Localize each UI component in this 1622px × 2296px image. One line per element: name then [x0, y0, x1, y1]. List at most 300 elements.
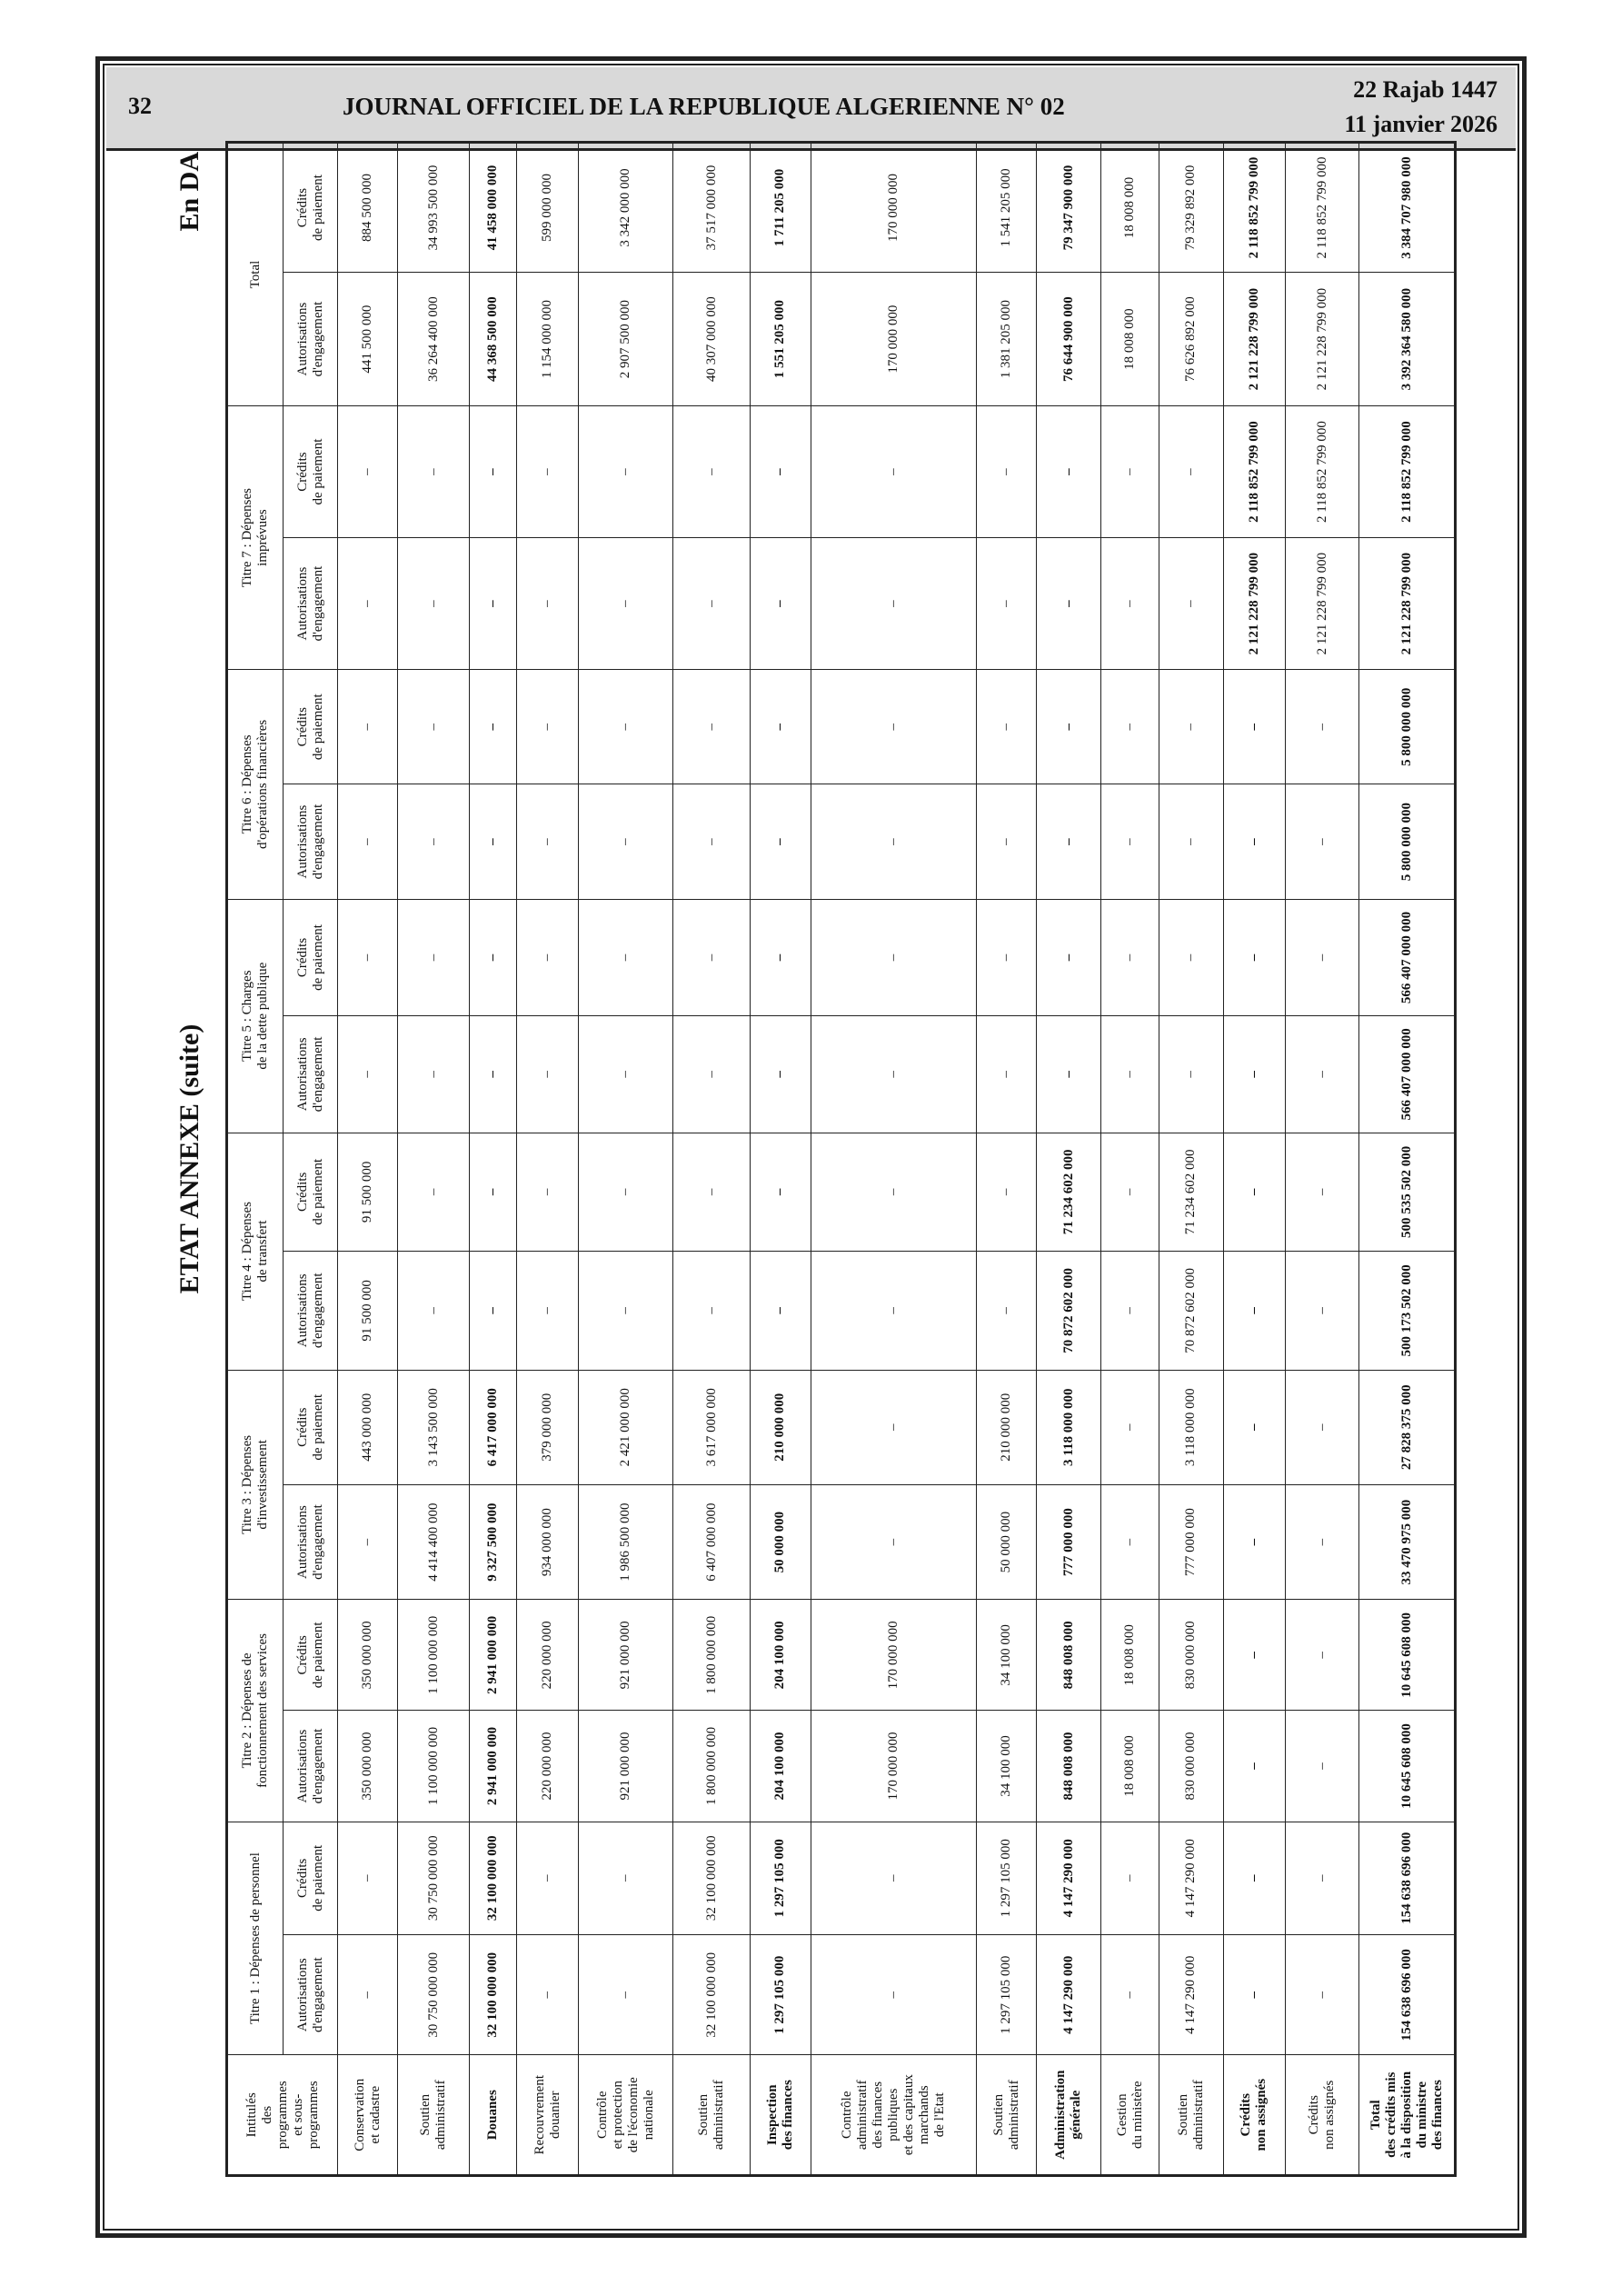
sub-header-cp: Crédits de paiement [284, 406, 338, 538]
value-cell: – [398, 1252, 470, 1370]
value-cell: – [1223, 899, 1285, 1015]
value-cell: – [579, 406, 673, 538]
value-cell: – [811, 1016, 977, 1133]
row-label: Crédits non assignés [1223, 2055, 1285, 2176]
value-cell: – [751, 1133, 811, 1251]
value-cell: 1 297 105 000 [751, 1934, 811, 2055]
value-cell: 91 500 000 [338, 1252, 398, 1370]
sub-header-ae: Autorisations d'engagement [284, 784, 338, 899]
value-cell: – [811, 1133, 977, 1251]
value-cell: 170 000 000 [811, 1600, 977, 1711]
value-cell: 2 121 228 799 000 [1223, 538, 1285, 670]
value-cell: – [1223, 1133, 1285, 1251]
value-cell: – [338, 784, 398, 899]
value-cell: 79 329 892 000 [1159, 143, 1224, 273]
value-cell: – [579, 670, 673, 784]
value-cell: – [470, 1133, 517, 1251]
value-cell: – [1286, 899, 1359, 1015]
row-label: Inspection des finances [751, 2055, 811, 2176]
value-cell: 4 147 290 000 [1037, 1934, 1101, 2055]
value-cell: – [470, 670, 517, 784]
value-cell: – [977, 538, 1037, 670]
value-cell: 18 008 000 [1100, 1600, 1159, 1711]
value-cell: 30 750 000 000 [398, 1934, 470, 2055]
row-label: Soutien administratif [1159, 2055, 1224, 2176]
sub-header-cp: Crédits de paiement [284, 143, 338, 273]
value-cell: 70 872 602 000 [1037, 1252, 1101, 1370]
table-row [1159, 143, 1224, 2176]
value-cell: 6 417 000 000 [470, 1370, 517, 1484]
sub-header-ae: Autorisations d'engagement [284, 1934, 338, 2055]
row-header-cell: Intitulés des programmes et sous- programmes [227, 2055, 338, 2176]
value-cell: – [811, 406, 977, 538]
value-cell: 18 008 000 [1100, 1711, 1159, 1822]
value-cell: – [1037, 1016, 1101, 1133]
value-cell: 379 000 000 [517, 1370, 579, 1484]
value-cell: 3 143 500 000 [398, 1370, 470, 1484]
sub-header-ae: Autorisations d'engagement [284, 1016, 338, 1133]
date-hijri: 22 Rajab 1447 [1353, 76, 1498, 103]
annexe-body [338, 143, 1456, 2176]
value-cell: 777 000 000 [1037, 1484, 1101, 1599]
value-cell: – [1100, 1484, 1159, 1599]
journal-header [106, 67, 1516, 151]
row-label: Soutien administratif [673, 2055, 751, 2176]
value-cell: 2 121 228 799 000 [1286, 273, 1359, 406]
sub-header-cp: Crédits de paiement [284, 899, 338, 1015]
value-cell: – [811, 538, 977, 670]
value-cell: – [517, 784, 579, 899]
value-cell: – [338, 1934, 398, 2055]
value-cell: – [673, 1133, 751, 1251]
value-cell: – [338, 670, 398, 784]
value-cell: – [751, 406, 811, 538]
value-cell: 3 118 000 000 [1037, 1370, 1101, 1484]
value-cell: – [470, 784, 517, 899]
value-cell: 599 000 000 [517, 143, 579, 273]
value-cell: – [811, 1252, 977, 1370]
value-cell: 2 421 000 000 [579, 1370, 673, 1484]
value-cell: – [811, 1934, 977, 2055]
value-cell: – [1159, 670, 1224, 784]
value-cell: – [579, 899, 673, 1015]
value-cell: – [1100, 538, 1159, 670]
value-cell: 921 000 000 [579, 1600, 673, 1711]
row-label: Conservation et cadastre [338, 2055, 398, 2176]
value-cell: 3 118 000 000 [1159, 1370, 1224, 1484]
value-cell: 70 872 602 000 [1159, 1252, 1224, 1370]
value-cell: 1 800 000 000 [673, 1711, 751, 1822]
date-gregorian: 11 janvier 2026 [1344, 111, 1498, 137]
sub-header-cp: Crédits de paiement [284, 1600, 338, 1711]
value-cell: 830 000 000 [1159, 1711, 1224, 1822]
row-label: Gestion du ministère [1100, 2055, 1159, 2176]
table-row [517, 143, 579, 2176]
value-cell: – [398, 784, 470, 899]
value-cell: – [398, 899, 470, 1015]
sub-header-cp: Crédits de paiement [284, 1822, 338, 1934]
value-cell: 884 500 000 [338, 143, 398, 273]
value-cell: – [977, 784, 1037, 899]
value-cell: 41 458 000 000 [470, 143, 517, 273]
value-cell: 848 008 000 [1037, 1711, 1101, 1822]
group-header-row [227, 143, 284, 2176]
value-cell: 1 154 000 000 [517, 273, 579, 406]
value-cell: – [1286, 784, 1359, 899]
value-cell: 170 000 000 [811, 273, 977, 406]
table-row [1359, 143, 1456, 2176]
value-cell: – [751, 1016, 811, 1133]
group-header: Titre 3 : Dépenses d'investissement [227, 1370, 284, 1600]
value-cell: 2 118 852 799 000 [1359, 406, 1456, 538]
value-cell: 500 535 502 000 [1359, 1133, 1456, 1251]
value-cell: 9 327 500 000 [470, 1484, 517, 1599]
value-cell: 1 711 205 000 [751, 143, 811, 273]
value-cell: 220 000 000 [517, 1711, 579, 1822]
value-cell: – [517, 670, 579, 784]
value-cell: – [579, 1252, 673, 1370]
value-cell: – [673, 899, 751, 1015]
value-cell: – [1159, 899, 1224, 1015]
value-cell: – [579, 1822, 673, 1934]
value-cell: – [1100, 1934, 1159, 2055]
value-cell: – [517, 538, 579, 670]
value-cell: 566 407 000 000 [1359, 899, 1456, 1015]
row-label: Soutien administratif [977, 2055, 1037, 2176]
table-row [673, 143, 751, 2176]
table-row [470, 143, 517, 2176]
table-row [398, 143, 470, 2176]
table-row [338, 143, 398, 2176]
value-cell: – [579, 784, 673, 899]
group-header: Titre 5 : Charges de la dette publique [227, 899, 284, 1133]
value-cell: 30 750 000 000 [398, 1822, 470, 1934]
value-cell: 91 500 000 [338, 1133, 398, 1251]
row-label: Contrôle administratif des finances publiques et des capitaux marchands de l'Etat [811, 2055, 977, 2176]
value-cell: – [1037, 406, 1101, 538]
value-cell: – [579, 1016, 673, 1133]
table-row [1100, 143, 1159, 2176]
sub-header-cp: Crédits de paiement [284, 1133, 338, 1251]
value-cell: 34 100 000 [977, 1600, 1037, 1711]
value-cell: – [398, 406, 470, 538]
value-cell: – [1286, 1934, 1359, 2055]
value-cell: – [1286, 1370, 1359, 1484]
value-cell: 18 008 000 [1100, 273, 1159, 406]
value-cell: 921 000 000 [579, 1711, 673, 1822]
value-cell: – [1286, 1600, 1359, 1711]
value-cell: 934 000 000 [517, 1484, 579, 1599]
group-header: Titre 1 : Dépenses de personnel [227, 1822, 284, 2055]
value-cell: – [1100, 1252, 1159, 1370]
value-cell: – [1100, 1822, 1159, 1934]
value-cell: 204 100 000 [751, 1600, 811, 1711]
value-cell: – [1100, 1133, 1159, 1251]
value-cell: 2 941 000 000 [470, 1711, 517, 1822]
value-cell: – [811, 1822, 977, 1934]
value-cell: – [398, 1133, 470, 1251]
table-row [1223, 143, 1285, 2176]
value-cell: 76 644 900 000 [1037, 273, 1101, 406]
value-cell: 50 000 000 [977, 1484, 1037, 1599]
row-label: Douanes [470, 2055, 517, 2176]
sub-header-ae: Autorisations d'engagement [284, 273, 338, 406]
value-cell: – [751, 670, 811, 784]
value-cell: 4 414 400 000 [398, 1484, 470, 1599]
value-cell: 2 118 852 799 000 [1286, 406, 1359, 538]
value-cell: – [1100, 670, 1159, 784]
value-cell: – [517, 1016, 579, 1133]
annexe-table [225, 141, 1457, 2177]
value-cell: – [1159, 538, 1224, 670]
value-cell: 34 993 500 000 [398, 143, 470, 273]
value-cell: – [1100, 899, 1159, 1015]
value-cell: – [977, 899, 1037, 1015]
value-cell: – [811, 1484, 977, 1599]
value-cell: 848 008 000 [1037, 1600, 1101, 1711]
value-cell: 18 008 000 [1100, 143, 1159, 273]
value-cell: – [470, 538, 517, 670]
value-cell: 4 147 290 000 [1037, 1822, 1101, 1934]
sub-header-ae: Autorisations d'engagement [284, 1711, 338, 1822]
value-cell: – [338, 1822, 398, 1934]
value-cell: – [811, 1370, 977, 1484]
value-cell: 1 297 105 000 [977, 1822, 1037, 1934]
issue-date [1344, 73, 1498, 142]
value-cell: – [977, 1252, 1037, 1370]
value-cell: 2 118 852 799 000 [1286, 143, 1359, 273]
value-cell: – [751, 899, 811, 1015]
value-cell: 3 342 000 000 [579, 143, 673, 273]
value-cell: – [517, 1934, 579, 2055]
annexe-heading: ETAT ANNEXE (suite) [174, 1023, 204, 1294]
value-cell: – [751, 784, 811, 899]
value-cell: – [1223, 1016, 1285, 1133]
group-header: Titre 7 : Dépenses imprévues [227, 406, 284, 670]
value-cell: 1 541 205 000 [977, 143, 1037, 273]
value-cell: 6 407 000 000 [673, 1484, 751, 1599]
value-cell: – [751, 1252, 811, 1370]
value-cell: – [1100, 1370, 1159, 1484]
value-cell: – [977, 1016, 1037, 1133]
value-cell: – [673, 670, 751, 784]
value-cell: – [977, 406, 1037, 538]
value-cell: – [1223, 1484, 1285, 1599]
value-cell: – [1100, 406, 1159, 538]
value-cell: – [673, 406, 751, 538]
value-cell: 4 147 290 000 [1159, 1934, 1224, 2055]
value-cell: 170 000 000 [811, 143, 977, 273]
value-cell: 36 264 400 000 [398, 273, 470, 406]
value-cell: – [811, 899, 977, 1015]
value-cell: – [811, 670, 977, 784]
value-cell: 71 234 602 000 [1159, 1133, 1224, 1251]
value-cell: – [1223, 1252, 1285, 1370]
value-cell: – [1037, 899, 1101, 1015]
value-cell: 500 173 502 000 [1359, 1252, 1456, 1370]
value-cell: 170 000 000 [811, 1711, 977, 1822]
value-cell: – [517, 899, 579, 1015]
value-cell: 4 147 290 000 [1159, 1822, 1224, 1934]
value-cell: – [1100, 784, 1159, 899]
value-cell: – [673, 784, 751, 899]
value-cell: – [1223, 1600, 1285, 1711]
value-cell: – [1286, 1252, 1359, 1370]
value-cell: 350 000 000 [338, 1600, 398, 1711]
value-cell: 33 470 975 000 [1359, 1484, 1456, 1599]
value-cell: 3 392 364 580 000 [1359, 273, 1456, 406]
table-row [977, 143, 1037, 2176]
value-cell: 2 118 852 799 000 [1223, 143, 1285, 273]
value-cell: – [977, 670, 1037, 784]
value-cell: – [1286, 1016, 1359, 1133]
annexe-unit: En DA [174, 152, 204, 232]
table-row [811, 143, 977, 2176]
row-label: Crédits non assignés [1286, 2055, 1359, 2176]
value-cell: 777 000 000 [1159, 1484, 1224, 1599]
value-cell: – [1037, 784, 1101, 899]
value-cell: – [517, 1133, 579, 1251]
value-cell: – [470, 899, 517, 1015]
value-cell: – [1223, 670, 1285, 784]
value-cell: 3 617 000 000 [673, 1370, 751, 1484]
sub-header-row [284, 143, 338, 2176]
rotated-annexe [174, 141, 1465, 2177]
value-cell: – [1223, 1711, 1285, 1822]
value-cell: – [338, 1016, 398, 1133]
value-cell: 3 384 707 980 000 [1359, 143, 1456, 273]
value-cell: – [470, 1252, 517, 1370]
value-cell: 1 381 205 000 [977, 273, 1037, 406]
value-cell: – [811, 784, 977, 899]
value-cell: – [1286, 1484, 1359, 1599]
value-cell: 220 000 000 [517, 1600, 579, 1711]
value-cell: – [1037, 670, 1101, 784]
value-cell: – [1223, 1934, 1285, 2055]
sub-header-cp: Crédits de paiement [284, 1370, 338, 1484]
value-cell: 441 500 000 [338, 273, 398, 406]
value-cell: 210 000 000 [751, 1370, 811, 1484]
value-cell: 1 986 500 000 [579, 1484, 673, 1599]
value-cell: 2 121 228 799 000 [1286, 538, 1359, 670]
value-cell: – [398, 1016, 470, 1133]
value-cell: 1 551 205 000 [751, 273, 811, 406]
value-cell: 10 645 608 000 [1359, 1600, 1456, 1711]
value-cell: 204 100 000 [751, 1711, 811, 1822]
value-cell: – [1286, 670, 1359, 784]
value-cell: 210 000 000 [977, 1370, 1037, 1484]
value-cell: 5 800 000 000 [1359, 670, 1456, 784]
value-cell: 1 297 105 000 [751, 1822, 811, 1934]
value-cell: 71 234 602 000 [1037, 1133, 1101, 1251]
value-cell: 32 100 000 000 [470, 1934, 517, 2055]
value-cell: 2 121 228 799 000 [1359, 538, 1456, 670]
value-cell: – [579, 538, 673, 670]
value-cell: 27 828 375 000 [1359, 1370, 1456, 1484]
value-cell: – [470, 1016, 517, 1133]
row-label: Total des crédits mis à la disposition du ministre des finances [1359, 2055, 1456, 2176]
table-row [1037, 143, 1101, 2176]
value-cell: 154 638 696 000 [1359, 1822, 1456, 1934]
value-cell: – [517, 1822, 579, 1934]
sub-header-ae: Autorisations d'engagement [284, 1252, 338, 1370]
value-cell: 2 121 228 799 000 [1223, 273, 1285, 406]
value-cell: – [1159, 1016, 1224, 1133]
value-cell: 76 626 892 000 [1159, 273, 1224, 406]
value-cell: – [1223, 784, 1285, 899]
value-cell: – [673, 1252, 751, 1370]
row-label: Contrôle et protection de l'économie nationale [579, 2055, 673, 2176]
value-cell: 32 100 000 000 [470, 1822, 517, 1934]
value-cell: – [673, 1016, 751, 1133]
value-cell: – [517, 406, 579, 538]
row-label: Recouvrement douanier [517, 2055, 579, 2176]
value-cell: 566 407 000 000 [1359, 1016, 1456, 1133]
value-cell: – [338, 1484, 398, 1599]
value-cell: – [673, 538, 751, 670]
value-cell: – [338, 406, 398, 538]
value-cell: 1 800 000 000 [673, 1600, 751, 1711]
value-cell: – [338, 899, 398, 1015]
value-cell: – [517, 1252, 579, 1370]
value-cell: – [1286, 1822, 1359, 1934]
value-cell: – [1159, 406, 1224, 538]
value-cell: – [1223, 1370, 1285, 1484]
value-cell: – [1159, 784, 1224, 899]
value-cell: 37 517 000 000 [673, 143, 751, 273]
value-cell: – [1286, 1711, 1359, 1822]
table-row [579, 143, 673, 2176]
value-cell: 154 638 696 000 [1359, 1934, 1456, 2055]
value-cell: – [977, 1133, 1037, 1251]
table-row [1286, 143, 1359, 2176]
value-cell: 44 368 500 000 [470, 273, 517, 406]
value-cell: 79 347 900 000 [1037, 143, 1101, 273]
value-cell: – [398, 538, 470, 670]
group-header: Titre 6 : Dépenses d'opérations financières [227, 670, 284, 900]
value-cell: – [1037, 538, 1101, 670]
value-cell: 1 297 105 000 [977, 1934, 1037, 2055]
sub-header-ae: Autorisations d'engagement [284, 1484, 338, 1599]
sub-header-cp: Crédits de paiement [284, 670, 338, 784]
value-cell: 1 100 000 000 [398, 1711, 470, 1822]
value-cell: 50 000 000 [751, 1484, 811, 1599]
value-cell: 32 100 000 000 [673, 1934, 751, 2055]
value-cell: – [751, 538, 811, 670]
value-cell: – [1100, 1016, 1159, 1133]
value-cell: 1 100 000 000 [398, 1600, 470, 1711]
page-number: 32 [128, 93, 152, 119]
value-cell: 5 800 000 000 [1359, 784, 1456, 899]
value-cell: – [1286, 1133, 1359, 1251]
value-cell: – [470, 406, 517, 538]
value-cell: 10 645 608 000 [1359, 1711, 1456, 1822]
group-header: Titre 2 : Dépenses de fonctionnement des services [227, 1600, 284, 1822]
journal-title: JOURNAL OFFICIEL DE LA REPUBLIQUE ALGERIENNE N° 02 [343, 93, 1065, 120]
value-cell: – [338, 538, 398, 670]
value-cell: 32 100 000 000 [673, 1822, 751, 1934]
value-cell: – [579, 1133, 673, 1251]
value-cell: 40 307 000 000 [673, 273, 751, 406]
value-cell: 443 000 000 [338, 1370, 398, 1484]
value-cell: 34 100 000 [977, 1711, 1037, 1822]
value-cell: 2 118 852 799 000 [1223, 406, 1285, 538]
value-cell: – [579, 1934, 673, 2055]
value-cell: 2 941 000 000 [470, 1600, 517, 1711]
value-cell: 2 907 500 000 [579, 273, 673, 406]
value-cell: 830 000 000 [1159, 1600, 1224, 1711]
value-cell: – [1223, 1822, 1285, 1934]
